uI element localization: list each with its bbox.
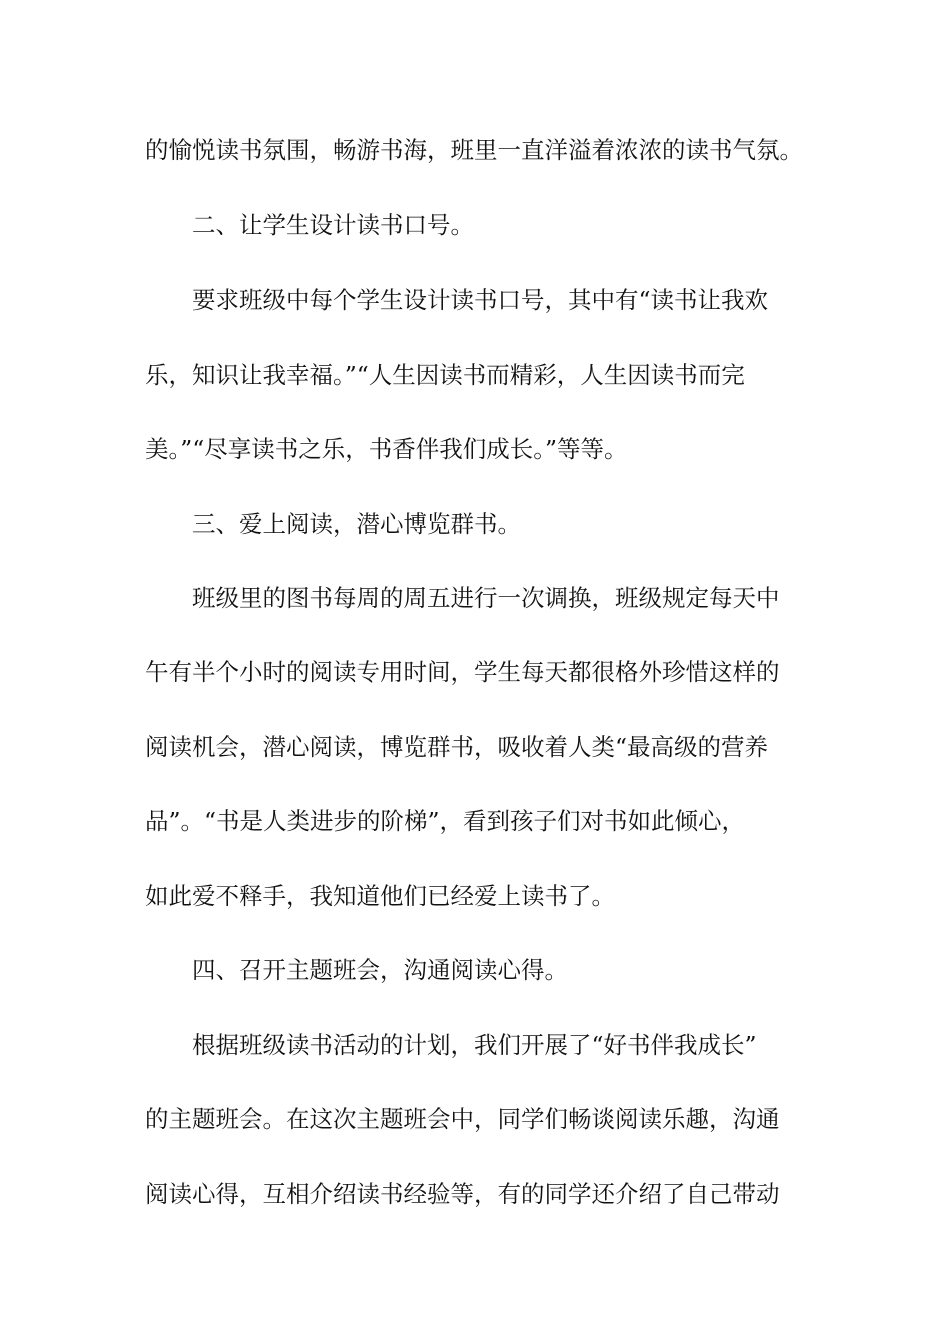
text-line: 的愉悦读书氛围，畅游书海，班里一直洋溢着浓浓的读书气氛。	[145, 136, 803, 164]
text-line: 要求班级中每个学生设计读书口号，其中有“读书让我欢	[192, 286, 769, 314]
text-line: 阅读心得，互相介绍读书经验等，有的同学还介绍了自己带动	[145, 1180, 780, 1208]
text-line: 的主题班会。在这次主题班会中，同学们畅谈阅读乐趣，沟通	[145, 1105, 780, 1133]
text-line: 美。”“尽享读书之乐，书香伴我们成长。”等等。	[145, 435, 628, 463]
text-line: 午有半个小时的阅读专用时间，学生每天都很格外珍惜这样的	[145, 658, 780, 686]
text-line: 乐，知识让我幸福。”“人生因读书而精彩，人生因读书而完	[145, 361, 745, 389]
text-line: 根据班级读书活动的计划，我们开展了“好书伴我成长”	[192, 1031, 757, 1059]
section-heading: 四、召开主题班会，沟通阅读心得。	[192, 956, 568, 984]
section-heading: 二、让学生设计读书口号。	[192, 211, 474, 239]
text-line: 如此爱不释手，我知道他们已经爱上读书了。	[145, 882, 615, 910]
text-line: 班级里的图书每周的周五进行一次调换，班级规定每天中	[192, 584, 780, 612]
text-line: 品”。“书是人类进步的阶梯”，看到孩子们对书如此倾心，	[145, 807, 746, 835]
text-line: 阅读机会，潜心阅读，博览群书，吸收着人类“最高级的营养	[145, 733, 769, 761]
section-heading: 三、爱上阅读，潜心博览群书。	[192, 510, 521, 538]
